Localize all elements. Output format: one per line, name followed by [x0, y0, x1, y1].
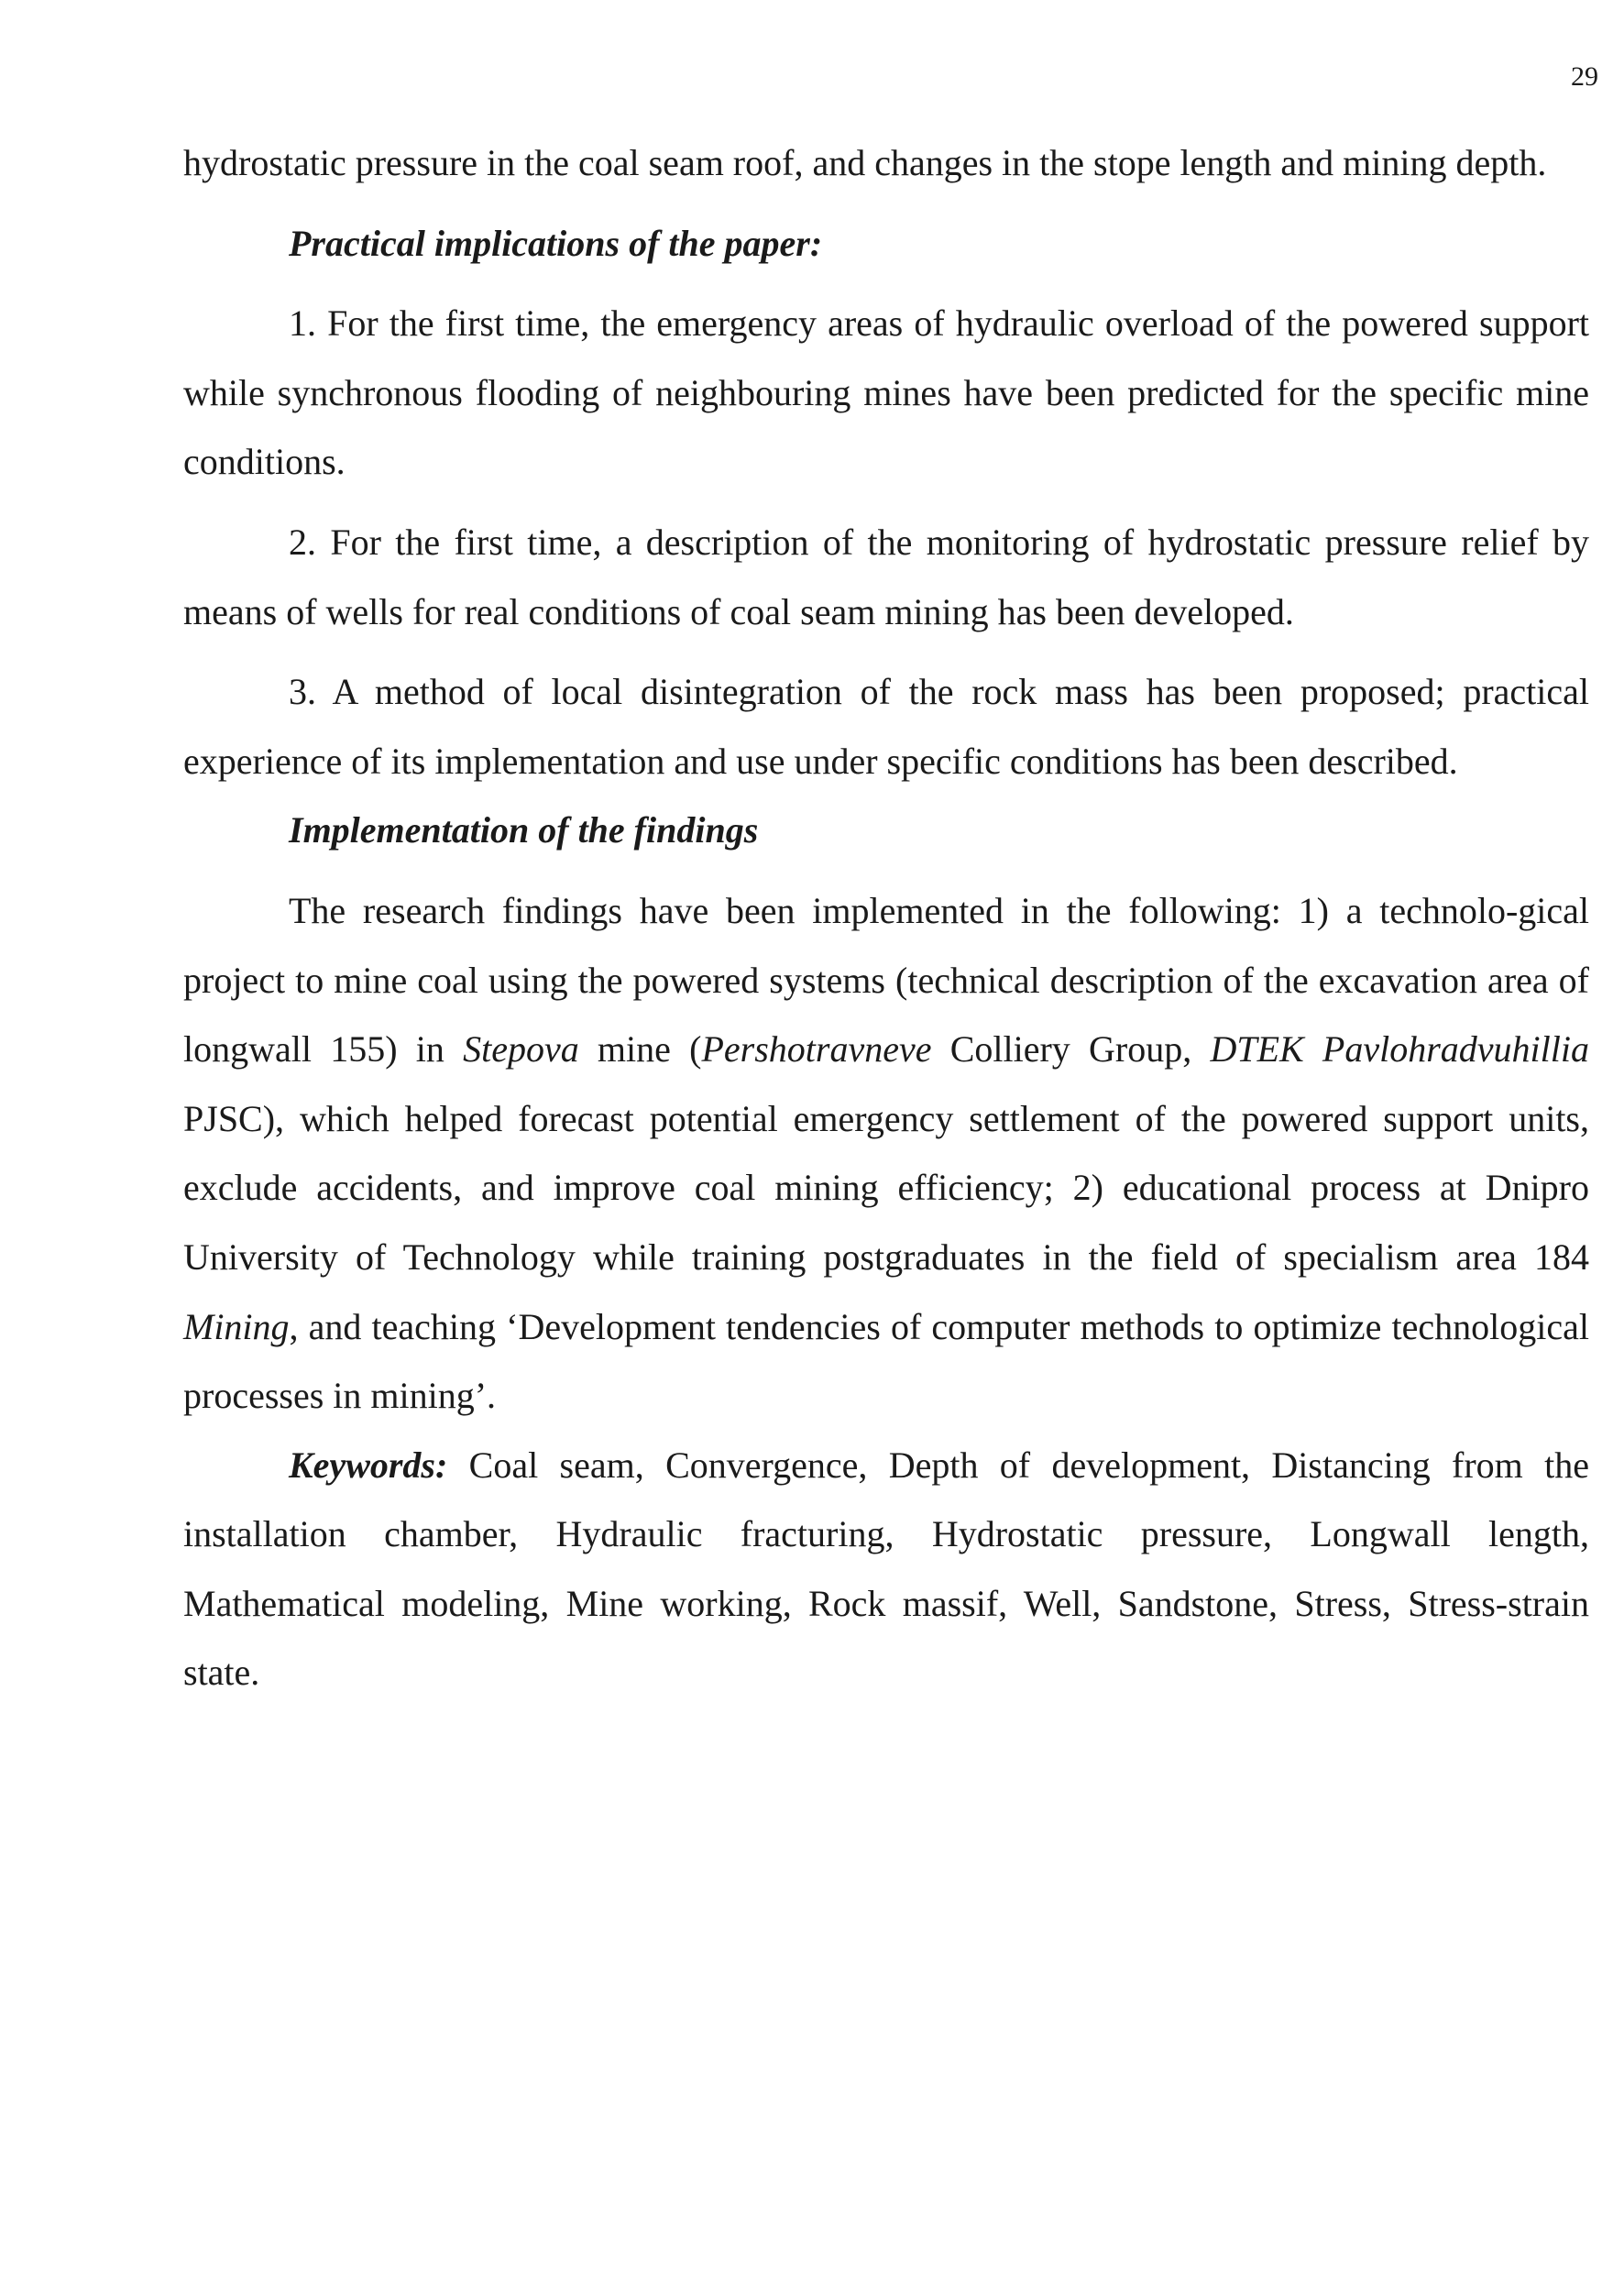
keywords-label: Keywords:: [289, 1444, 448, 1486]
implementation-text-5: , and teaching ‘Development tendencies of computer methods to optimize technological processes in mining’.: [183, 1305, 1589, 1417]
implementation-heading: Implementation of the findings: [289, 809, 759, 851]
implementation-text-1: The research findings have been implemented in the following: 1) a technolo-gical project to mine coal using the powered systems (technical description of the excavation area of longwall 155) in: [183, 889, 1589, 1071]
implementation-text-4: PJSC), which helped forecast potential emergency settlement of the powered support units, exclude accidents, and improve coal mining efficiency; 2) educational process at Dnipro University of Technology while training postgraduates in the field of specialism area 184: [183, 1097, 1589, 1278]
implementation-text-3: Colliery Group,: [931, 1028, 1211, 1071]
company-name: DTEK Pavlohradvuhillia: [1210, 1028, 1589, 1071]
practical-item-2: 2. For the first time, a description of the monitoring of hydrostatic pressure relief by means of wells for real conditions of coal seam mining has been developed.: [183, 521, 1589, 632]
practical-item-1: 1. For the first time, the emergency areas of hydraulic overload of the powered support while synchronous flooding of neighbouring mines have been predicted for the specific mine conditions.: [183, 302, 1589, 483]
intro-paragraph: hydrostatic pressure in the coal seam roof, and changes in the stope length and mining depth.: [183, 142, 1547, 183]
colliery-group-name: Pershotravneve: [701, 1028, 932, 1071]
implementation-text-2: mine (: [578, 1028, 702, 1071]
page-number: 29: [1571, 61, 1598, 92]
implementation-paragraph: [183, 876, 1589, 1431]
practical-implications-heading: Practical implications of the paper:: [289, 222, 823, 264]
practical-item-3: 3. A method of local disintegration of the rock mass has been proposed; practical experience of its implementation and use under specific conditions has been described.: [183, 671, 1589, 782]
keywords-paragraph: [183, 1431, 1589, 1707]
specialism-area-name: Mining: [183, 1305, 290, 1347]
keywords-text: Coal seam, Convergence, Depth of development, Distancing from the installation chamber, Hydraulic fracturing, Hydrostatic pressure, Longwall length, Mathematical modeling, Mine working, Rock massif, Well, Sandstone, Stress, Stress-strain state.: [183, 1444, 1589, 1694]
document-body: [183, 128, 1589, 1707]
mine-name: Stepova: [463, 1028, 579, 1071]
